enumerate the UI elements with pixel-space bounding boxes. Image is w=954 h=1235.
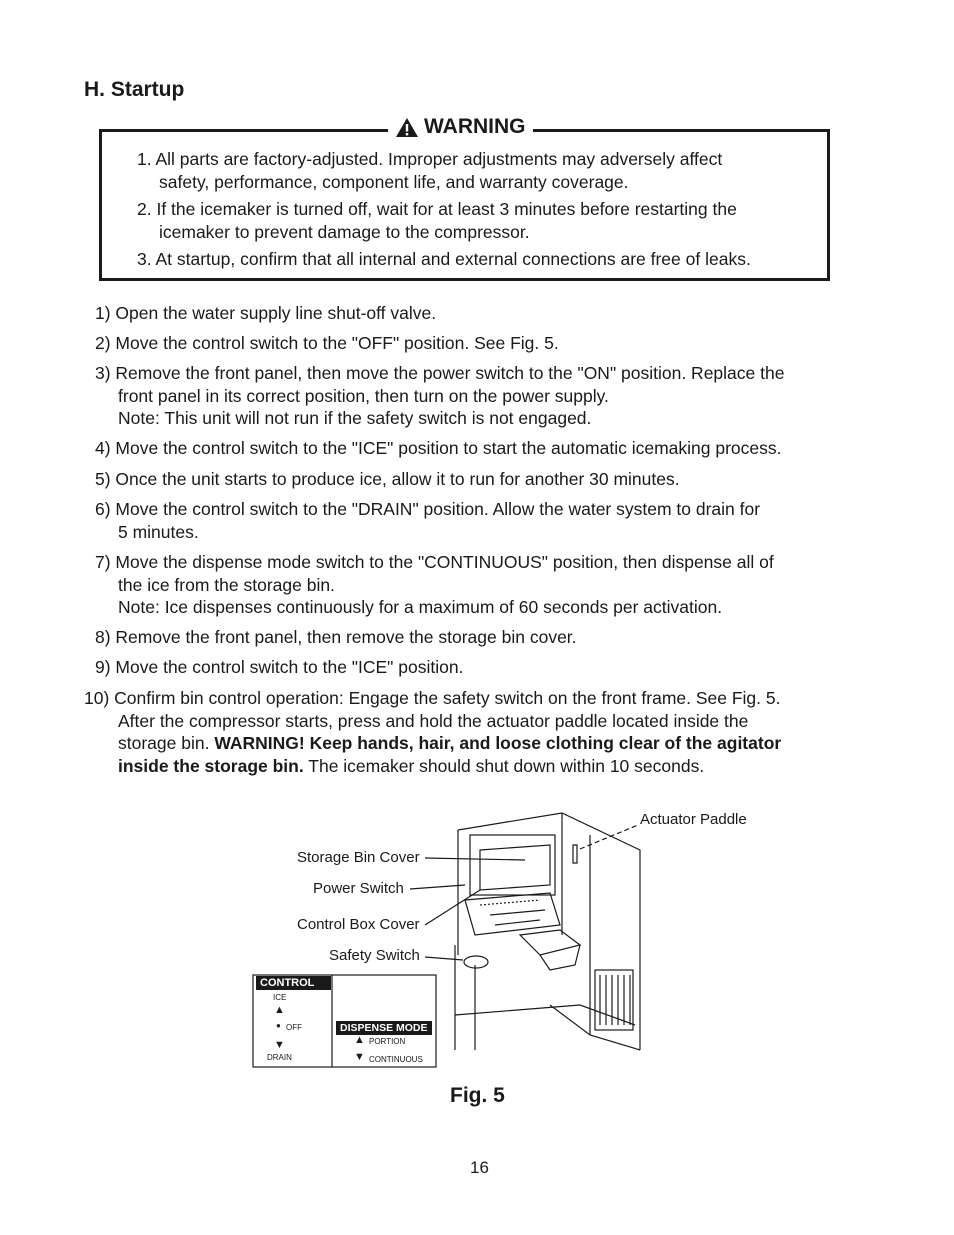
- callout-power-switch: Power Switch: [313, 880, 404, 897]
- step-10: 10) Confirm bin control operation: Engage the safety switch on the front frame. See Fig. 5. After the compressor starts, press and hold the actuator paddle located inside the storage bin. WARNING! Keep hands, hair, and loose clothing clear of the agitator inside the storage bin. The icemaker should shut down within 10 seconds.: [84, 688, 782, 776]
- control-off-dot-icon: ●: [276, 1021, 281, 1030]
- step-5: 5) Once the unit starts to produce ice, allow it to run for another 30 minutes.: [95, 469, 680, 489]
- dispense-down-arrow-icon: ▼: [354, 1051, 365, 1063]
- callout-storage-bin-cover: Storage Bin Cover: [297, 849, 420, 866]
- step-1: 1) Open the water supply line shut-off valve.: [95, 303, 437, 323]
- icemaker-illustration: [250, 805, 770, 1070]
- step-2: 2) Move the control switch to the "OFF" position. See Fig. 5.: [95, 333, 559, 353]
- warning-heading: [388, 115, 533, 139]
- dispense-portion-label: PORTION: [369, 1037, 406, 1046]
- dispense-up-arrow-icon: ▲: [354, 1034, 365, 1046]
- dispense-continuous-label: CONTINUOUS: [369, 1055, 423, 1064]
- control-down-arrow-icon: ▼: [274, 1039, 285, 1051]
- page-number: 16: [470, 1158, 489, 1177]
- step-6: 6) Move the control switch to the "DRAIN" position. Allow the water system to drain for 5 minutes.: [95, 499, 761, 542]
- control-ice-label: ICE: [273, 993, 287, 1002]
- warning-item-2: 2. If the icemaker is turned off, wait for at least 3 minutes before restarting the icemaker to prevent damage to the compressor.: [137, 199, 737, 242]
- figure-caption: Fig. 5: [450, 1084, 505, 1107]
- callout-actuator-paddle: Actuator Paddle: [640, 811, 747, 828]
- step-3: 3) Remove the front panel, then move the power switch to the "ON" position. Replace the front panel in its correct position, then turn on the power supply. Note: This unit will not run if the safety switch is not engaged.: [95, 363, 785, 428]
- control-drain-label: DRAIN: [267, 1053, 292, 1062]
- step-4: 4) Move the control switch to the "ICE" position to start the automatic icemaking process.: [95, 438, 782, 458]
- step-8: 8) Remove the front panel, then remove the storage bin cover.: [95, 627, 577, 647]
- control-up-arrow-icon: ▲: [274, 1004, 285, 1016]
- warning-triangle-icon: [395, 117, 419, 138]
- step-7: 7) Move the dispense mode switch to the "CONTINUOUS" position, then dispense all of the ice from the storage bin. Note: Ice dispenses continuously for a maximum of 60 seconds per activation.: [95, 552, 774, 617]
- control-panel-title: CONTROL: [256, 976, 331, 990]
- callout-control-box-cover: Control Box Cover: [297, 916, 420, 933]
- warning-item-3: 3. At startup, confirm that all internal and external connections are free of leaks.: [137, 249, 751, 269]
- control-off-label: OFF: [286, 1023, 302, 1032]
- warning-heading-text: WARNING: [424, 115, 526, 138]
- warning-item-1: 1. All parts are factory-adjusted. Improper adjustments may adversely affect safety, performance, component life, and warranty coverage.: [137, 149, 723, 192]
- dispense-panel-title: DISPENSE MODE: [336, 1021, 432, 1035]
- section-title: H. Startup: [84, 78, 185, 101]
- callout-safety-switch: Safety Switch: [329, 947, 420, 964]
- step-9: 9) Move the control switch to the "ICE" position.: [95, 657, 464, 677]
